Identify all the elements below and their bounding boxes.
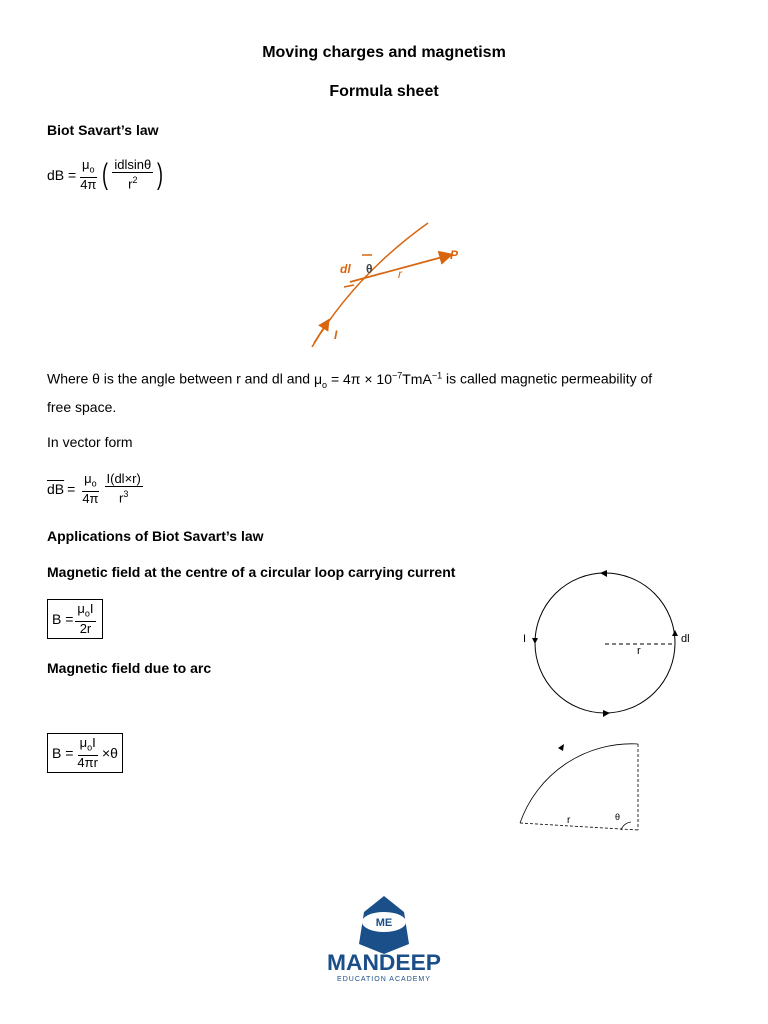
mu0-unit: TmA	[402, 370, 432, 387]
theta-label: θ	[615, 812, 621, 822]
mu-subscript: o	[87, 742, 93, 753]
current-loop	[535, 573, 675, 713]
mu-over-4pi	[80, 472, 100, 506]
applications-heading: Applications of Biot Savart’s law	[47, 528, 264, 544]
p-label: P	[450, 248, 459, 262]
mu-over-4pi	[78, 158, 98, 192]
theta-label: θ	[366, 262, 373, 276]
current-wire	[312, 223, 428, 347]
sentence-start: Where θ is the angle between r and dl and	[47, 370, 311, 387]
free-space-text: free space.	[47, 399, 117, 415]
arc-curve	[520, 744, 638, 823]
formula-lhs: B =	[52, 610, 74, 627]
circular-loop-diagram	[515, 570, 705, 720]
current-symbol: I	[92, 735, 96, 750]
mu-symbol: μ	[79, 735, 88, 750]
arc-formula	[47, 733, 123, 773]
page-subtitle: Formula sheet	[329, 83, 439, 100]
mu-symbol: μ	[313, 370, 323, 387]
denominator-exponent: 3	[123, 489, 129, 500]
mu0-value: = 4π × 10	[330, 370, 392, 387]
numerator: I(dl×r)	[106, 471, 141, 487]
i-label: I	[523, 633, 527, 645]
four-pi: 4π	[82, 490, 99, 506]
arc-diagram	[515, 730, 645, 835]
current-arrow	[314, 321, 328, 343]
left-paren: (	[102, 157, 109, 191]
dl-label: dl	[681, 633, 690, 645]
arrow-bottom	[603, 710, 610, 717]
right-paren: )	[157, 157, 164, 191]
sentence-end: is called magnetic permeability of	[445, 370, 653, 387]
idl-fraction	[112, 158, 153, 191]
arrow-left	[532, 638, 538, 644]
biot-savart-formula	[47, 158, 165, 192]
four-pi: 4π	[80, 176, 97, 192]
vector-formula	[47, 472, 145, 506]
circular-loop-heading: Magnetic field at the centre of a circular loop carrying current	[47, 564, 456, 580]
mu-symbol: μ	[82, 157, 90, 172]
radius-bottom	[520, 823, 638, 830]
denominator-exponent: 2	[132, 175, 138, 186]
biot-savart-heading: Biot Savart’s law	[47, 122, 159, 138]
mu0-expression	[313, 370, 446, 390]
numerator: idlsinθ	[114, 157, 152, 173]
mu0-unit-exponent: −1	[431, 370, 443, 380]
arc-arrow	[558, 744, 564, 751]
equals-sign: =	[67, 480, 76, 497]
mu-subscript: o	[84, 608, 90, 619]
loop-formula	[47, 599, 103, 639]
page-title: Moving charges and magnetism	[262, 44, 506, 61]
times-theta: ×θ	[101, 744, 118, 761]
r-label: r	[398, 267, 402, 281]
mu-symbol: μ	[84, 471, 92, 486]
denominator: 2r	[79, 620, 92, 636]
logo-icon	[324, 892, 444, 984]
arc-heading: Magnetic field due to arc	[47, 660, 212, 676]
formula-lhs: dB =	[47, 166, 77, 183]
mu-subscript: o	[322, 379, 328, 390]
vector-form-text: In vector form	[47, 434, 133, 450]
mu-symbol: μ	[77, 601, 85, 616]
denominator: r	[118, 490, 124, 506]
arrow-top	[600, 570, 607, 577]
biot-savart-diagram	[300, 215, 470, 355]
arrow-right	[672, 630, 678, 636]
denominator: r	[128, 176, 133, 192]
mu-i-over-4pir	[75, 736, 100, 770]
mu-i-over-2r	[75, 602, 95, 636]
mu0-exponent: −7	[391, 370, 403, 380]
mandeep-logo	[324, 892, 444, 984]
denominator: 4πr	[77, 754, 98, 770]
cross-product-fraction	[105, 472, 143, 505]
mu-subscript: o	[89, 164, 95, 175]
formula-lhs: B =	[52, 744, 74, 761]
logo-tagline: EDUCATION ACADEMY	[337, 976, 431, 983]
mu-subscript: o	[91, 478, 97, 489]
dl-label: dl	[340, 262, 351, 276]
current-symbol: I	[89, 601, 94, 616]
r-label: r	[637, 645, 641, 657]
db-vector: $\overline{dB}$	[47, 480, 65, 497]
tick-mark	[344, 285, 354, 287]
logo-name: MANDEEP	[327, 950, 441, 975]
permeability-sentence	[47, 370, 737, 389]
logo-mark-text: ME	[375, 917, 393, 929]
i-label: I	[334, 328, 338, 342]
r-label: r	[567, 815, 571, 826]
